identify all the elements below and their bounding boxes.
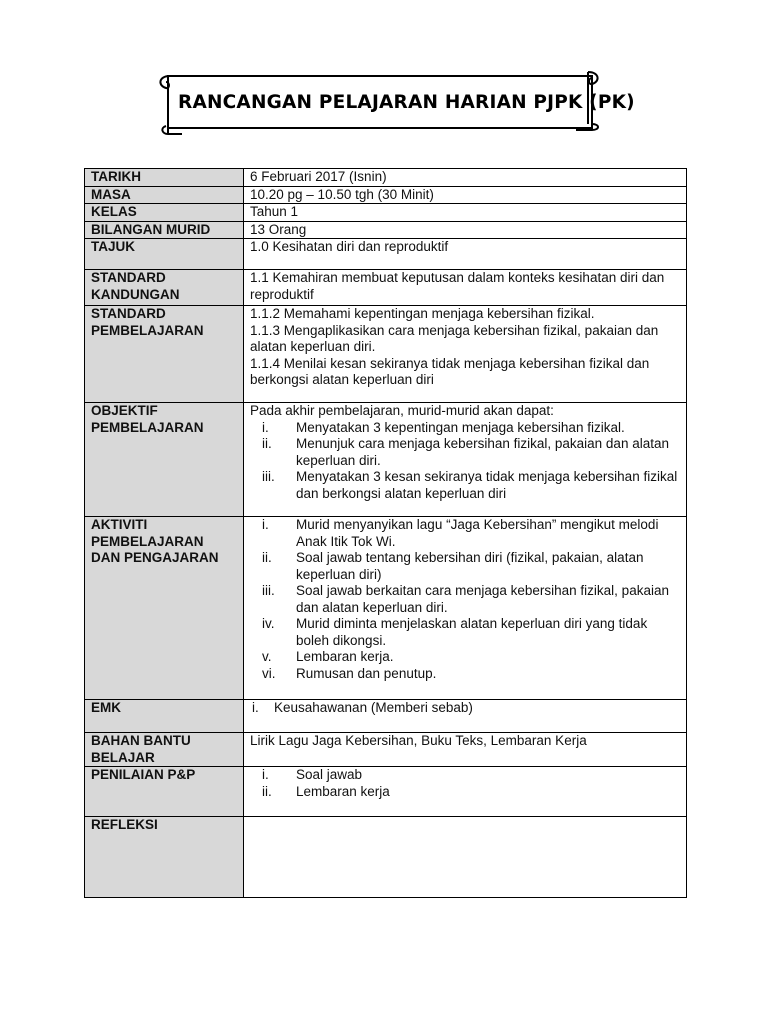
list-num: i.	[252, 700, 259, 715]
list-text: Soal jawab	[296, 767, 363, 782]
list-item	[250, 550, 680, 583]
list-text: Murid menyanyikan lagu “Jaga Kebersihan” mengikut melodi Anak Itik Tok Wi.	[296, 517, 659, 549]
row-value	[244, 306, 687, 403]
list-num: iii.	[262, 469, 275, 484]
objective-list	[250, 420, 680, 503]
row-value: Tahun 1	[244, 204, 687, 222]
list-text: Menunjuk cara menjaga kebersihan fizikal, pakaian dan alatan keperluan diri.	[296, 436, 669, 468]
row-label: TARIKH	[85, 169, 244, 187]
row-label: EMK	[85, 700, 244, 733]
list-item	[250, 666, 680, 683]
row-label: KELAS	[85, 204, 244, 222]
emk-list	[250, 700, 680, 717]
list-num: i.	[262, 767, 269, 782]
list-num: ii.	[262, 436, 272, 451]
list-item	[250, 420, 680, 437]
list-num: iv.	[262, 616, 275, 631]
objective-intro: Pada akhir pembelajaran, murid-murid akan dapat:	[250, 403, 554, 418]
label-line: PEMBELAJARAN	[91, 419, 204, 435]
list-text: Soal jawab tentang kebersihan diri (fizikal, pakaian, alatan keperluan diri)	[296, 550, 644, 582]
standard-item: 1.1.2 Memahami kepentingan menjaga kebersihan fizikal.	[250, 306, 595, 321]
list-item	[250, 436, 680, 469]
table-row	[85, 733, 687, 767]
label-line: STANDARD	[91, 270, 166, 285]
list-text: Rumusan dan penutup.	[296, 665, 437, 681]
row-label	[85, 403, 244, 517]
label-line: STANDARD	[91, 306, 166, 321]
standard-item: 1.1.3 Mengaplikasikan cara menjaga kebersihan fizikal, pakaian dan alatan keperluan diri.	[250, 322, 659, 354]
row-label: MASA	[85, 186, 244, 204]
row-value: Lirik Lagu Jaga Kebersihan, Buku Teks, Lembaran Kerja	[244, 733, 687, 767]
list-item	[250, 649, 680, 666]
row-label	[85, 306, 244, 403]
row-value	[244, 700, 687, 733]
table-row	[85, 270, 687, 306]
label-line: BAHAN BANTU	[91, 733, 191, 748]
list-num: ii.	[262, 550, 272, 565]
table-row	[85, 221, 687, 239]
row-value: 13 Orang	[244, 221, 687, 239]
label-line: OBJEKTIF	[91, 403, 158, 418]
list-item	[250, 616, 680, 649]
list-num: v.	[262, 649, 272, 664]
row-label	[85, 517, 244, 700]
table-row	[85, 767, 687, 817]
list-text: Lembaran kerja.	[296, 649, 394, 664]
list-num: i.	[262, 517, 269, 532]
row-label	[85, 270, 244, 306]
label-line: BELAJAR	[91, 749, 155, 765]
list-text: Menyatakan 3 kesan sekiranya tidak menjaga kebersihan fizikal dan berkongsi alatan keperluan diri	[296, 469, 678, 501]
list-num: vi.	[262, 665, 276, 681]
table-row	[85, 239, 687, 270]
row-value: 1.1 Kemahiran membuat keputusan dalam konteks kesihatan diri dan reproduktif	[244, 270, 687, 306]
row-value	[244, 767, 687, 817]
table-row	[85, 204, 687, 222]
row-value	[244, 517, 687, 700]
list-text: Soal jawab berkaitan cara menjaga kebersihan fizikal, pakaian dan alatan keperluan diri.	[296, 583, 669, 615]
table-row	[85, 517, 687, 700]
activity-list	[250, 517, 680, 682]
list-text: Menyatakan 3 kepentingan menjaga kebersihan fizikal.	[296, 419, 625, 435]
table-row	[85, 403, 687, 517]
row-value: 1.0 Kesihatan diri dan reproduktif	[244, 239, 687, 270]
table-row	[85, 817, 687, 898]
table-row	[85, 306, 687, 403]
table-row	[85, 700, 687, 733]
list-text: Murid diminta menjelaskan alatan keperluan diri yang tidak boleh dikongsi.	[296, 616, 648, 648]
list-num: ii.	[262, 783, 272, 799]
table-row	[85, 169, 687, 187]
standard-item: 1.1.4 Menilai kesan sekiranya tidak menjaga kebersihan fizikal dan berkongsi alatan keperluan diri	[250, 355, 650, 387]
assessment-list	[250, 767, 680, 800]
list-item	[250, 583, 680, 616]
lesson-plan-table	[84, 168, 687, 898]
list-item	[250, 700, 680, 717]
list-num: i.	[262, 419, 269, 435]
list-text: Keusahawanan (Memberi sebab)	[274, 700, 473, 715]
row-label: PENILAIAN P&P	[85, 767, 244, 817]
row-label: BILANGAN MURID	[85, 221, 244, 239]
table-row	[85, 186, 687, 204]
row-label: TAJUK	[85, 239, 244, 270]
row-value	[244, 403, 687, 517]
reflection-value	[244, 817, 687, 898]
label-line: PEMBELAJARAN	[91, 533, 204, 549]
label-line: AKTIVITI	[91, 517, 148, 532]
row-value: 10.20 pg – 10.50 tgh (30 Minit)	[244, 186, 687, 204]
row-value: 6 Februari 2017 (Isnin)	[244, 169, 687, 187]
list-num: iii.	[262, 583, 275, 598]
row-label	[85, 733, 244, 767]
list-item	[250, 517, 680, 550]
page-title: RANCANGAN PELAJARAN HARIAN PJPK (PK)	[178, 92, 635, 113]
list-item	[250, 784, 680, 801]
list-item	[250, 469, 680, 502]
label-line: DAN PENGAJARAN	[91, 550, 219, 565]
row-label: REFLEKSI	[85, 817, 244, 898]
label-line: KANDUNGAN	[91, 286, 180, 302]
list-item	[250, 767, 680, 784]
list-text: Lembaran kerja	[296, 783, 390, 799]
label-line: PEMBELAJARAN	[91, 322, 204, 338]
